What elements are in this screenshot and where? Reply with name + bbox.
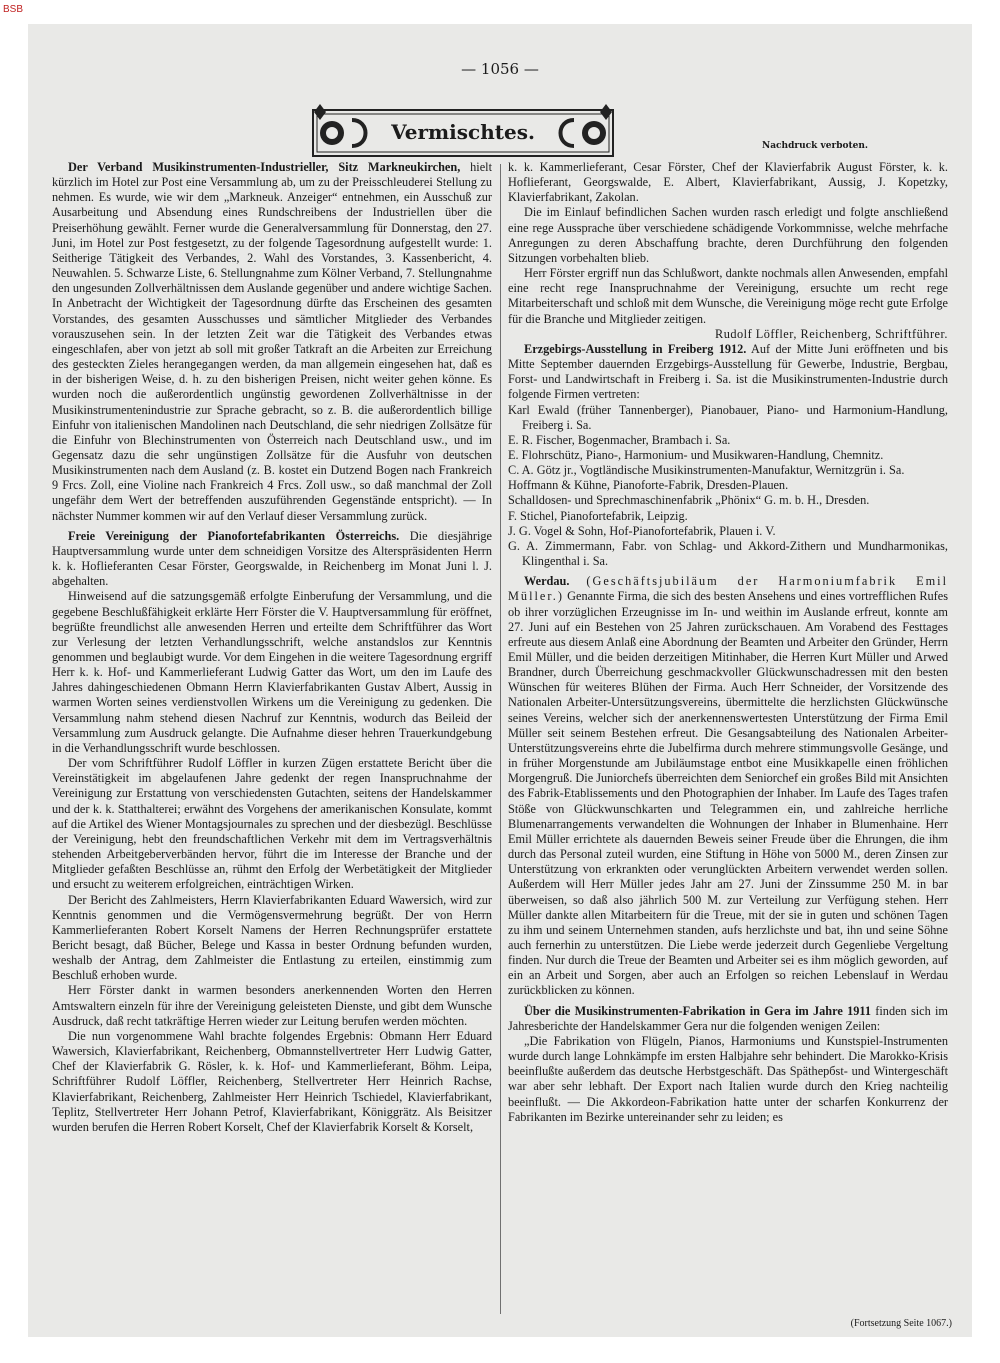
article-paragraph: Die nun vorgenommene Wahl brachte folgendes Ergebnis: Obmann Herr Eduard Wawersich, Klavierfabrikant, Reichenberg, Obmannstellvertreter Herr Ludwig Gatter, Chef der Klavierfabrik G. Rösler, k. k. Hof- und Kammerlieferant, Böhm. Leipa, Schriftführer Rudolf Löffler, Reichenberg, Stellvertreter Herr Heinrich Rachse, Klavierfabrikant, Reichenberg, Zahlmeister Herr Heinrich Tschiedel, Klavierfabrikant, Teplitz, Stellvertreter Herr Johann Petrof, Klavierfabrikant, Königgrätz. Als Beisitzer wurden berufen die Herren Robert Korselt, Chef der Klavierfabrik Korselt & Korselt, <box>52 1028 492 1134</box>
library-mark: BSB <box>3 4 24 15</box>
article-body: finden sich im Jahresberichte der Handelskammer Gera nur die folgenden wenigen Zeilen: <box>508 1003 948 1033</box>
article-verband <box>52 160 492 524</box>
newspaper-page <box>28 24 972 1337</box>
article-heading: Erzgebirgs-Ausstellung in Freiberg 1912. <box>524 341 747 356</box>
article-paragraph: Der Bericht des Zahlmeisters, Herrn Klavierfabrikanten Eduard Wawersich, wird zur Kenntnis genommen und die Vermögensvermehrung begrüßt. Der von Herrn Kammerlieferanten Robert Korselt Namens der Herren Rechnungsprüfer erstattete Bericht besagt, daß Bücher, Belege und Kassa in bester Ordnung befunden wurden, weshalb der Antrag, dem Zahlmeister die Entlastung zu erteilen, einstimmig zum Beschluß erhoben wurde. <box>52 892 492 983</box>
article-paragraph: Die im Einlauf befindlichen Sachen wurden rasch erledigt und folgte anschließend eine rege Aussprache über verschiedene schädigende Vorkommnisse, welche mehrfache Anregungen zu deren Abschaffung brachte, deren Durchführung den folgenden Sitzungen vorbehalten blieb. <box>508 205 948 265</box>
firm-entry: E. R. Fischer, Bogenmacher, Brambach i. Sa. <box>508 432 731 447</box>
page-number: — 1056 — <box>461 60 539 78</box>
firm-entry: J. G. Vogel & Sohn, Hof-Pianofortefabrik, Plauen i. V. <box>508 523 776 538</box>
firm-entry: C. A. Götz jr., Vogtländische Musikinstrumenten-Manufaktur, Wernitzgrün i. Sa. <box>508 463 905 478</box>
article-body: Die diesjährige Hauptversammlung wurde unter dem schneidigen Vorsitze des Alterspräsidenten Herrn k. k. Hoflieferanten Cesar Förster, Georgswalde, in Reichenberg im Monat Juni l. J. abgehalten. <box>52 528 492 589</box>
article-heading: Über die Musikinstrumenten-Fabrikation in Gera im Jahre 1911 <box>524 1003 872 1018</box>
article-heading: Freie Vereinigung der Pianofortefabrikanten Österreichs. <box>68 528 400 543</box>
article-heading: Der Verband Musikinstrumenten-Industrieller, Sitz Markneukirchen, <box>68 160 461 174</box>
firm-entry: E. Flohrschütz, Piano-, Harmonium- und Musikwaren-Handlung, Chemnitz. <box>508 447 884 462</box>
article-paragraph: k. k. Kammerlieferant, Cesar Förster, Chef der Klavierfabrik August Förster, k. k. Hoflieferant, Georgswalde, E. Albert, Klavierfabrikant, Aussig, J. Kopetzky, Klavierfabrikant, Zakolan. <box>508 160 948 205</box>
article-werdau <box>508 574 948 998</box>
continuation-note: (Fortsetzung Seite 1067.) <box>850 1318 952 1329</box>
article-gera <box>508 1004 948 1034</box>
signature-line: Rudolf Löffler, Reichenberg, Schriftführer. <box>715 326 948 341</box>
section-header-banner <box>312 104 614 162</box>
article-erzgebirgs-ausstellung <box>508 342 948 403</box>
left-column <box>52 160 492 1310</box>
article-body: Genannte Firma, die sich des besten Ansehens und eines vortrefflichen Rufes ob ihrer vorzüglichen Erzeugnisse im In- und weithin im Auslande erfreut, konnte am 27. Juni auf ein Bestehen von 25 Jahren zurückschauen. Am Vorabend des Festtages erfreute aus diesem Anlaß eine Abordnung der Beamten und Arbeiter den Gründer, Herrn Emil Müller, und die beiden derzeitigen Mitinhaber, die Herren Kurt Müller und Arwed Brandner, durch Überreichung geschmackvoller Glückwunschadressen mit den besten Wünschen für weiteres Blühen der Firma. Auch Herr Schneider, der Vorsitzende des Nationalen Arbeiter-Untersützungsvereins, übermittelte die herzlichsten Glückwünsche seines Vereins, welcher sich der anerkennenswertesten Unterstützung der Firma Emil Müller seit seinem Bestehen erfreut. Die Gesangsabteilung des Nationalen Arbeiter-Unterstützungsvereins ehrte die Jubelfirma durch mehrere stimmungsvolle Gesänge, und in früher Morgenstunde am Jubiläumstage entbot eine Musikkapelle einen fröhlichen Morgengruß. Die Juniorchefs überreichten dem Seniorchef ein großes Bild mit Ansichten des Fabrik-Etablissements und den Photographien der Inhaber. Im Laufe des Tages trafen Stöße von Glückwunschkarten und Telegrammen ein, und zahlreiche herrliche Blumenarrangements verwandelten die Wohnungen der Inhaber in Blumenhaine. Herr Emil Müller errichtete als dauernden Beweis seiner Freude über die Ehrungen, die ihm durch das Personal zuteil wurden, eine Stiftung in Höhe von 5000 M., deren Zinsen zur Unterstützung von erkrankten oder verunglückten Arbeitern verwendet werden sollen. Außerdem will Herr Müller jedes Jahr am 27. Juni der Zinssumme 250 M. in bar überweisen, so daß also jährlich 500 M. zur Verteilung zur Verfügung stehen. Herr Müller dankte allen Mitarbeitern für die Treue, mit der sie in guten und schönen Tagen zu ihm und seinem Unternehmen standen, aufs herzlichste und bat, ihn und seine Söhne auch fernerhin zu unterstützen. Die Liebe werde jederzeit durch Gegenliebe Vergeltung finden. Nur durch die Treue der Beamten und Arbeiter sei es ihm möglich geworden, auf ein an Arbeit und Sorgen, aber auch an Erfolgen so reichen Lebenslauf in Werdau zurückblicken zu können. <box>508 589 948 998</box>
firm-entry: G. A. Zimmermann, Fabr. von Schlag- und Akkord-Zithern und Mundharmonikas, Klingenthal i. Sa. <box>508 538 948 569</box>
article-subheading: (Geschäftsjubiläum der Harmoniumfabrik Emil Müller.) <box>508 574 948 604</box>
article-paragraph: Der vom Schriftführer Rudolf Löffler in kurzen Zügen erstattete Bericht über die Vereinstätigkeit im abgelaufenen Jahre gedenkt der regen Inanspruchnahme der Vereinigung zur Erstattung von verschiedensten Gutachten, seitens der Handelskammer und der k. k. Statthalterei; erwähnt des Vorgehens der amerikanischen Konsulate, kommt auf die Artikel des Wiener Montagsjournales zu sprechen und der diesbezügl. Beschlüsse der Vereinigung, hebt den freundschaftlichen Verkehr mit dem im Vertragsverhältnis stehenden Arbeitgeberverbänden hervor, führt die im Interesse der Branche und der Mitglieder gefaßten Beschlüsse an, rühmt den Erfolg der Werbetätigkeit der Mitglieder und ersucht zu weiterem erfolgreichen, einträchtigen Wirken. <box>52 756 492 892</box>
article-body: Auf der Mitte Juni eröffneten und bis Mitte September dauernden Erzgebirgs-Ausstellung für Gewerbe, Industrie, Bergbau, Forst- und Landwirtschaft in Freiberg i. Sa. ist die Musikinstrumenten-Industrie durch folgende Firmen vertreten: <box>508 341 948 402</box>
article-paragraph: Hinweisend auf die satzungsgemäß erfolgte Einberufung der Versammlung, und die gegebene Beschlußfähigkeit erklärte Herr Förster die V. Hauptversammlung für eröffnet, begrüßte freundlichst alle anwesenden Herren und erteilte dem Schriftführer das Wort zur Verlesung der letzten Verhandlungsschrift, welche anstandslos zur Kenntnis genommen und beglaubigt wurde. Vor dem Eingehen in die weitere Tagesordnung ergriff Herr k. k. Hof- und Kammerlieferant Ludwig Gatter das Wort, um den im Laufe des Jahres dahingeschiedenen Obmann Herrn Klavierfabrikanten Gustav Albert, Aussig in warmen Worten seines verdienstvollen Wirkens um die Vereinigung zu gedenken. Die Versammlung nahm stehend diesen Nachruf zur Kenntnis, wodurch das Beileid der Versammlung zum Ausdruck gelangte. Die Aufnahme dieser hehren Trauerkundgebung in die Verhandlungsschrift wurde beschlossen. <box>52 589 492 755</box>
article-heading: Werdau. <box>524 574 570 589</box>
right-column <box>508 160 948 1310</box>
firm-entry: F. Stichel, Pianofortefabrik, Leipzig. <box>508 508 688 523</box>
article-body: hielt kürzlich im Hotel zur Post eine Versammlung ab, um zu der Preisschleuderei Stellung zu nehmen. Es wurde, wie wir dem „Markneuk. Anzeiger“ entnehmen, ein Ausschuß zur Ausarbeitung und Absendung eines Rundschreibens der Industriellen über die Preiserhöhung gewählt. Ferner wurde die Generalversammlung für Donnerstag, den 27. Juni, im Hotel zur Post festgesetzt, zu der folgende Tagesordnung aufgestellt wurde: 1. Seitherige Tätigkeit des Verbandes, 2. Wahl des Vorstandes, 3. Kassenbericht, 4. Neuwahlen. 5. Schwarze Liste, 6. Stellungnahme zum Kölner Verband, 7. Stellungnahme den ungesunden Zollverhältnissen dem Auslande gegenüber und andere wichtige Sachen. In Anbetracht der Wichtigkeit der Tagesordnung dürfte das Erscheinen des gesamten Vorstandes, des gesamten Ausschusses und sämtlicher Mitglieder des Verbandes vorauszusehen sein. In der letzten Zeit war die Tätigkeit des Verbandes etwas eingeschlafen, aber von jetzt ab soll mit großer Tatkraft an die Arbeiten zur Erreichung des gesteckten Zieles herangegangen werden, da man allgemein eingesehen hat, daß es in der bisherigen Weise, d. h. zu den bisherigen Preisen, nicht weiter gehen könne. Es wurden noch die außerordentlich ungünstig gewordenen Zollverhältnisse in der Musikinstrumentenindustrie zur Sprache gebracht, so z. B. die außerordentlich billige Einfuhr von italienischen Mandolinen nach Deutschland, die sehr niedrigen Zollsätze für die Einfuhr von Blechinstrumenten von Österreich nach Deutschland usw., und im Gegensatz dazu die sehr ungünstigen Zollsätze für die Ausfuhr von deutschen Musikinstrumenten nach dem Ausland (z. B. kostet ein Dutzend Bogen nach Frankreich 9 Frcs. Zoll, eine Violine nach Frankreich 4 Frcs. Zoll usw., so daß manchmal der Zoll ungefähr dem Wert der betreffenden auszuführenden Gegenstände entspricht). — In nächster Nummer kommen wir auf den Verlauf dieser Versammlung zurück. <box>52 160 492 523</box>
article-paragraph: Herr Förster dankt in warmen besonders anerkennenden Worten den Herren Amtswaltern einzeln für ihre der Vereinigung geleisteten Dienste, und gibt dem Wunsche Ausdruck, daß recht tatkräftige Herren wieder zur Leitung berufen werden möchten. <box>52 983 492 1028</box>
section-title: Vermischtes. <box>391 120 535 144</box>
firm-entry: Hoffmann & Kühne, Pianoforte-Fabrik, Dresden-Plauen. <box>508 478 789 493</box>
firm-entry: Karl Ewald (früher Tannenberger), Pianobauer, Piano- und Harmonium-Handlung, Freiberg i. Sa. <box>508 402 948 432</box>
reprint-notice: Nachdruck verboten. <box>762 141 869 151</box>
article-paragraph: Herr Förster ergriff nun das Schlußwort, dankte nochmals allen Anwesenden, empfahl eine recht rege Inanspruchnahme der Vereinigung, ersuchte um recht rege Mitarbeiterschaft und schloß mit dem Wunsche, die Vereinigung möge recht gute Erfolge für die Branche und Mitglieder zeitigen. <box>508 266 948 326</box>
report-quote: „Die Fabrikation von Flügeln, Pianos, Harmoniums und Kunstspiel-Instrumenten wurde durch lange Lohnkämpfe im ersten Halbjahre sehr behindert. Die Marokko-Krisis beeinflußte außerdem das deutsche Herbstgeschäft. Das Späthербst- und Wintergeschäft war aber sehr lebhaft. Der Export nach Italien wurde durch den Krieg nachteilig beeinflußt. — Die Akkordeon-Fabrikation hatte unter der scharfen Konkurrenz der Fabrikanten im Bezirke untereinander sehr zu leiden; es <box>508 1033 948 1124</box>
article-pianofortefabrikanten <box>52 529 492 590</box>
firm-entry: Schalldosen- und Sprechmaschinenfabrik „Phönix“ G. m. b. H., Dresden. <box>508 493 870 508</box>
column-divider <box>500 164 501 1314</box>
